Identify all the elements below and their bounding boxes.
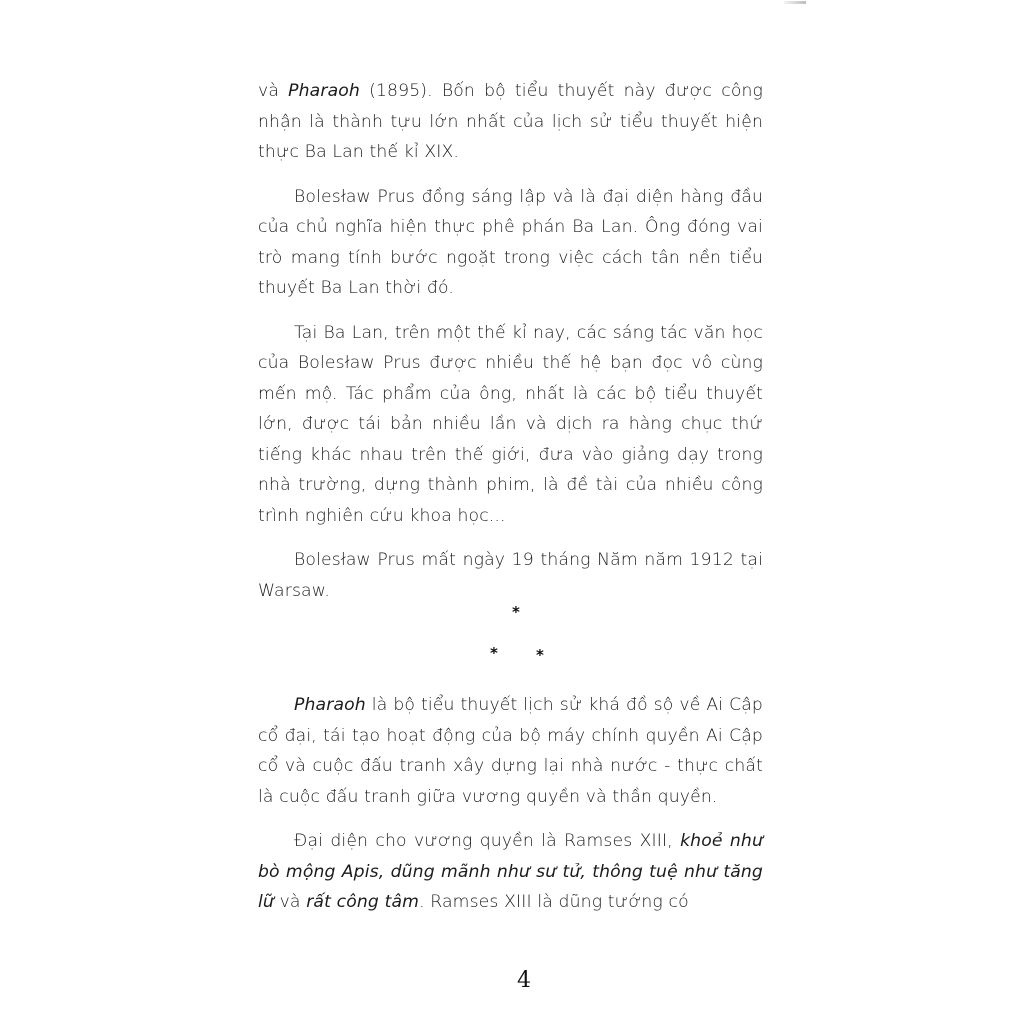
paragraph-legacy: Tại Ba Lan, trên một thế kỉ nay, các sáng tác văn học của Bolesław Prus được nhiều thế hệ bạn đọc vô cùng mến mộ. Tác phẩm của ông, nhất là các bộ tiểu thuyết lớn, được tái bản nhiều lần và dịch ra hàng chục thứ tiếng khác nhau trên thế giới, đưa vào giảng dạy trong nhà trường, dựng thành phim, là đề tài của nhiều công trình nghiên cứu khoa học... bbox=[258, 322, 763, 526]
page-number: 4 bbox=[517, 968, 531, 993]
paragraph-ramses: Đại diện cho vương quyền là Ramses XIII, khoẻ như bò mộng Apis, dũng mãnh như sư tử, thông tuệ như tăng lữ và rất công tâm. Ramses XIII là dũng tướng có bbox=[258, 831, 764, 912]
paragraph-pharaoh-intro: Pharaoh là bộ tiểu thuyết lịch sử khá đồ sộ về Ai Cập cổ đại, tái tạo hoạt động của bộ máy chính quyền Ai Cập cổ và cuộc đấu tranh xây dựng lại nhà nước - thực chất là cuộc đấu tranh giữa vương quyền và thần quyền. bbox=[258, 695, 763, 807]
scan-artifact bbox=[784, 1, 806, 4]
separator-star-right: * bbox=[536, 646, 544, 664]
paragraph-death: Bolesław Prus mất ngày 19 tháng Năm năm 1912 tại Warsaw. bbox=[258, 550, 763, 601]
section-biography bbox=[258, 76, 763, 606]
paragraph-realism: Bolesław Prus đồng sáng lập và là đại diện hàng đầu của chủ nghĩa hiện thực phê phán Ba Lan. Ông đóng vai trò mang tính bước ngoặt trong việc cách tân nền tiểu thuyết Ba Lan thời đó. bbox=[258, 186, 763, 298]
separator-star-top: * bbox=[512, 603, 520, 621]
book-title-pharaoh: Pharaoh bbox=[288, 81, 360, 101]
separator-star-left: * bbox=[490, 644, 498, 662]
paragraph-works-recognition: và Pharaoh (1895). Bốn bộ tiểu thuyết này được công nhận là thành tựu lớn nhất của lịch sử tiểu thuyết hiện thực Ba Lan thế kỉ XIX. bbox=[258, 81, 764, 162]
book-title-pharaoh: Pharaoh bbox=[294, 695, 366, 715]
section-pharaoh-summary bbox=[258, 690, 763, 918]
